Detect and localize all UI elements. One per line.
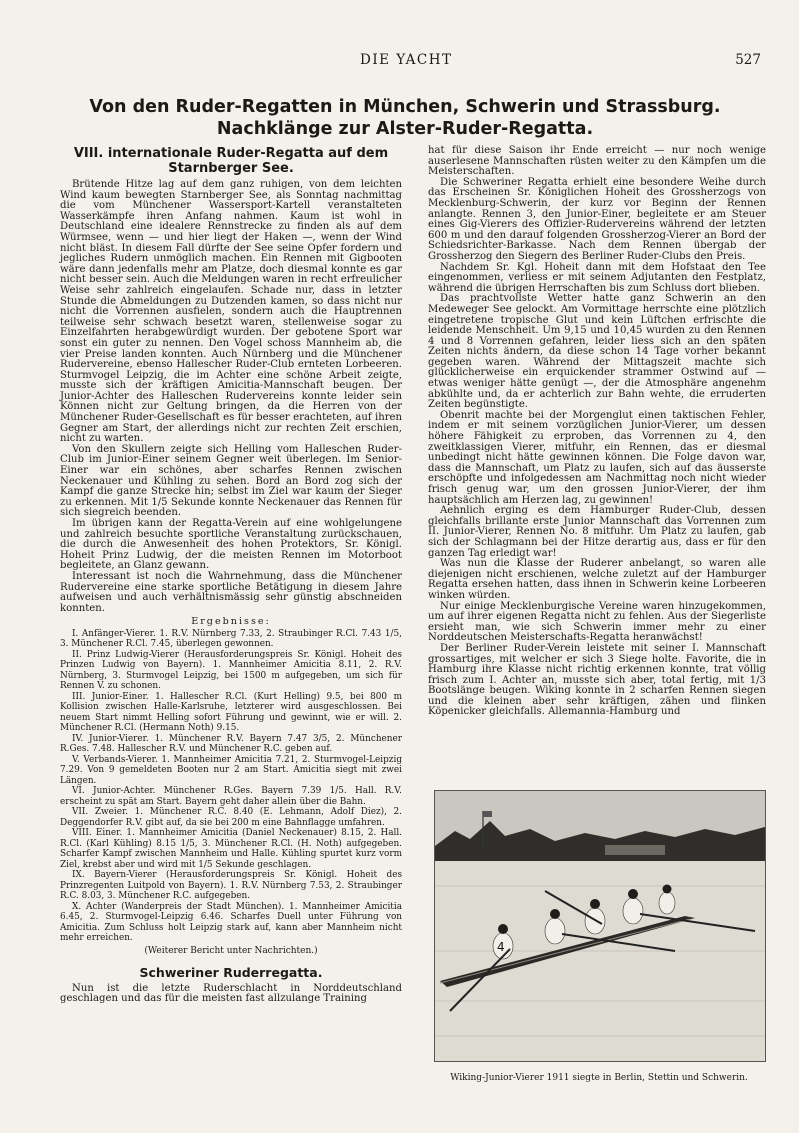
article-title-line1: Von den Ruder-Regatten in München, Schwerin und Strassburg. [89,97,721,117]
paragraph: Die Schweriner Regatta erhielt eine besondere Weihe durch das Erscheinen Sr. Königlichen Hoheit des Grossherzogs von Mecklenburg-Schwerin, der kurz vor Beginn der Rennen anlangte. Rennen 3, den Junior-Einer, begleitete er am Steuer eines Gig-Vierers des Offizier-Rudervereins während der letzten 600 m und den darauf folgenden Grossherzog-Vierer an Bord der Schiedsrichter-Barkasse. Nach dem Rennen übergab der Grossherzog den Siegern des Berliner Ruder-Clubs den Preis. [428,176,766,262]
results-list [60,629,402,944]
paragraph: Im übrigen kann der Regatta-Verein auf eine wohlgelungene und zahlreich besuchte sportliche Veranstaltung zurückschauen, die durch die Anwesenheit des hohen Protektors, Sr. Königl. Hoheit Prinz Ludwig, der die meisten Rennen im Motorboot begleitete, an Glanz gewann. [60,518,402,572]
result-item: X. Achter (Wanderpreis der Stadt München). 1. Mannheimer Amicitia 6.45, 2. Sturmvogel-Leipzig 6.46. Scharfes Duell unter Führung von Amicitia. Zum Schluss holt Leipzig stark auf, kann aber Mannheim nicht mehr erreichen. [60,901,402,944]
result-item: V. Verbands-Vierer. 1. Mannheimer Amicitia 7.21, 2. Sturmvogel-Leipzig 7.29. Von 9 gemeldeten Booten nur 2 am Start. Amicitia siegt mit zwei Längen. [60,754,402,786]
bow-number: 4 [497,940,505,954]
result-item: II. Prinz Ludwig-Vierer (Herausforderungspreis Sr. Königl. Hoheit des Prinzen Ludwig von Bayern). 1. Mannheimer Amicitia 8.11, 2. R.V. Nürnberg, 3. Sturmvogel Leipzig, bei 1500 m aufgegeben, um sich für Rennen V. zu schonen. [60,649,402,692]
paragraph: Nur einige Mecklenburgische Vereine waren hinzugekommen, um auf ihrer eigenen Regatta nicht zu fehlen. Aus der Siegerliste ersieht man, wie sich Schwerin immer mehr zu einer Norddeutschen Meisterschafts-Regatta heranwächst! [428,600,766,644]
paragraph: Das prachtvollste Wetter hatte ganz Schwerin an den Medeweger See gelockt. Am Vormittage herrschte eine plötzlich eingetretene tropische Glut und kein Lüftchen erfrischte die leidende Menschheit. Um 9,15 und 10,45 wurden zu den Rennen 4 und 8 Vorrennen gefahren, leider liess sich an den späten Zeiten nichts ändern, da diese schon 14 Tage vorher bekannt gegeben waren. Während der Mittagszeit machte sich glücklicherweise ein erquickender strammer Ostwind auf — etwas weniger hätte genügt —, der die Atmosphäre angenehm abkühlte und, da er achterlich zur Bahn wehte, die erruderten Zeiten begünstigte. [428,293,766,411]
paragraph: hat für diese Saison ihr Ende erreicht — nur noch wenige auserlesene Mannschaften rüsten weiter zu den Kämpfen um die Meisterschaften. [428,145,766,178]
article-title-line2: Nachklänge zur Alster-Ruder-Regatta. [216,119,594,139]
paragraph: Nachdem Sr. Kgl. Hoheit dann mit dem Hofstaat den Tee eingenommen, verliess er mit seinem Adjutanten den Festplatz, während die übrigen Herrschaften bis zum Schluss dort blieben. [428,261,766,294]
result-item: VII. Zweier. 1. Münchener R.C. 8.40 (E. Lehmann, Adolf Diez), 2. Deggendorfer R.V. gibt auf, da sie bei 200 m eine Bahnflagge umfahren. [60,807,402,828]
paragraph: Obenrit machte bei der Morgenglut einen taktischen Fehler, indem er mit seinem vorzüglichen Junior-Vierer, um dessen höhere Fähigkeit zu erproben, das Vorrennen zu 4, den zweitklassigen Vierer, mitfuhr, ein Rennen, das er diesmal unbedingt nicht hätte gewinnen können. Die Folge davon war, dass die Mannschaft, um Platz zu laufen, sich auf das äusserste erschöpfte und infolgedessen am Nachmittag noch nicht wieder frisch genug war, um den grossen Junior-Vierer, der ihm hauptsächlich am Herzen lag, zu gewinnen! [428,409,766,506]
paragraph: Von den Skullern zeigte sich Helling vom Halleschen Ruder-Club im Junior-Einer seinem Gegner weit überlegen. Im Senior-Einer war ein schönes, aber scharfes Rennen zwischen Neckenauer und Kühling zu sehen. Bord an Bord zog sich der Kampf die ganze Strecke hin; selbst im Ziel war kaum der Sieger zu erkennen. Mit 1/5 Sekunde konnte Neckenauer das Rennen für sich siegreich beenden. [60,443,402,519]
photo-caption: Wiking-Junior-Vierer 1911 siegte in Berlin, Stettin und Schwerin. [450,1073,748,1083]
report-note: (Weiterer Bericht unter Nachrichten.) [144,945,318,956]
section-heading-munich: VIII. internationale Ruder-Regatta auf dem Starnberger See. [73,146,389,176]
left-column [60,146,402,1005]
result-item: III. Junior-Einer. 1. Hallescher R.Cl. (Kurt Helling) 9.5, bei 800 m Kollision zwischen Halle-Karlsruhe, letzterer wird ausgeschlossen. Bei neuem Start nimmt Helling sofort Führung und gewinnt, wie er will. 2. Münchener R.Cl. (Hermann Noth) 9.15. [60,691,402,734]
result-item: IX. Bayern-Vierer (Herausforderungspreis Sr. Königl. Hoheit des Prinzregenten Luitpold von Bayern). 1. R.V. Nürnberg 7.53, 2. Straubinger R.C. 8.03, 3. Münchener R.C. aufgegeben. [60,870,402,902]
result-item: I. Anfänger-Vierer. 1. R.V. Nürnberg 7.33, 2. Straubinger R.Cl. 7.43 1/5, 3. Münchener R.Cl. 7.45, überlegen gewonnen. [60,628,402,650]
photo-illustration [435,791,765,1061]
rowing-crew-photo [434,790,766,1062]
paragraph: Interessant ist noch die Wahrnehmung, dass die Münchener Rudervereine eine starke sportliche Betätigung in diesem Jahre aufweisen und auch verhältnismässig sehr günstig abschneiden konnten. [60,570,402,614]
page-number: 527 [735,52,761,68]
result-item: VIII. Einer. 1. Mannheimer Amicitia (Daniel Neckenauer) 8.15, 2. Hall. R.Cl. (Karl Kühling) 8.15 1/5, 3. Münchener R.Cl. (H. Noth) aufgegeben. Scharfer Kampf zwischen Mannheim und Halle. Kühling spurtet kurz vorm Ziel, krebst aber und wird mit 1/5 Sekunde geschlagen. [60,828,402,870]
result-item: VI. Junior-Achter. Münchener R.Ges. Bayern 7.39 1/5. Hall. R.V. erscheint zu spät am Start. Bayern geht daher allein über die Bahn. [60,786,402,807]
paragraph: Aehnlich erging es dem Hamburger Ruder-Club, dessen gleichfalls brillante erste Junior Mannschaft das Vorrennen zum II. Junior-Vierer, Rennen No. 8 mitfuhr. Um Platz zu laufen, gab sich der Schlagmann bei der Hitze derartig aus, dass er für den ganzen Tag erledigt war! [428,505,766,559]
paragraph: Brütende Hitze lag auf dem ganz ruhigen, von dem leichten Wind kaum bewegten Starnberger See, als Sonntag nachmittag die vom Münchener Wassersport-Kartell veranstalteten Wasserkämpfe ihren Anfang nahmen. Kaum ist wohl in Deutschland eine idealere Rennstrecke zu finden als auf dem Würmsee, wenn — und hier liegt der Haken —, wenn der Wind nicht bläst. In diesem Fall dürfte der See seine Opfer fordern und jegliches Rudern unmöglich machen. Ein Rennen mit Gigbooten wäre dann jedenfalls mehr am Platze, doch diesmal konnte es gar nicht besser sein. Auch die Meldungen waren in recht erfreulicher Weise sehr zahlreich eingelaufen. Schade nur, dass in letzter Stunde die Abmeldungen zu Dutzenden kamen, so dass nicht nur nicht die Vorrennen ausfielen, sondern auch die Hauptrennen teilweise sehr schwach besetzt waren, stellenweise sogar zu Einzelfahrten herabgewürdigt wurden. Der gebotene Sport war sonst ein guter zu nennen. Den Vogel schoss Mannheim ab, die vier Preise landen konnten. Auch Nürnberg und die Münchener Rudervereine, ebenso Hallescher Ruder-Club ernteten Lorbeeren. Sturmvogel Leipzig, die im Achter eine schöne Arbeit zeigte, musste sich der kräftigen Amicitia-Mannschaft beugen. Der Junior-Achter des Halleschen Rudervereins konnte leider sein Können nicht zur Geltung bringen, da die Herren von der Münchener Ruder-Gesellschaft es für besser erachteten, auf ihren Gegner am Start, der allerdings nicht zur rechten Zeit erschien, nicht zu warten. [60,179,402,445]
running-header: DIE YACHT [360,52,453,68]
paragraph: Der Berliner Ruder-Verein leistete mit seiner I. Mannschaft grossartiges, mit welcher er sich 3 Siege holte. Favorite, die in Hamburg ihre Klasse nicht richtig erkennen konnte, trat völlig frisch zum I. Achter an, musste sich aber, total fertig, mit 1/3 Bootslänge beugen. Wiking konnte in 2 scharfen Rennen siegen und die kleinen aber sehr kräftigen, zähen und flinken Köpenicker gleichfalls. Allemannia-Hamburg und [428,642,766,718]
paragraph: Was nun die Klasse der Ruderer anbelangt, so waren alle diejenigen nicht erschienen, welche zuletzt auf der Hamburger Regatta ersehen hatten, dass ihnen in Schwerin keine Lorbeeren winken würden. [428,558,766,601]
result-item: IV. Junior-Vierer. 1. Münchener R.V. Bayern 7.47 3/5, 2. Münchener R.Ges. 7.48. Hallescher R.V. und Münchener R.C. geben auf. [60,733,402,755]
results-heading: Ergebnisse: [191,616,271,628]
paragraph: Nun ist die letzte Ruderschlacht in Norddeutschland geschlagen und das für die meisten fast allzulange Training [60,982,402,1005]
right-column [428,146,766,718]
section-heading-schwerin: Schweriner Ruderregatta. [139,964,323,980]
